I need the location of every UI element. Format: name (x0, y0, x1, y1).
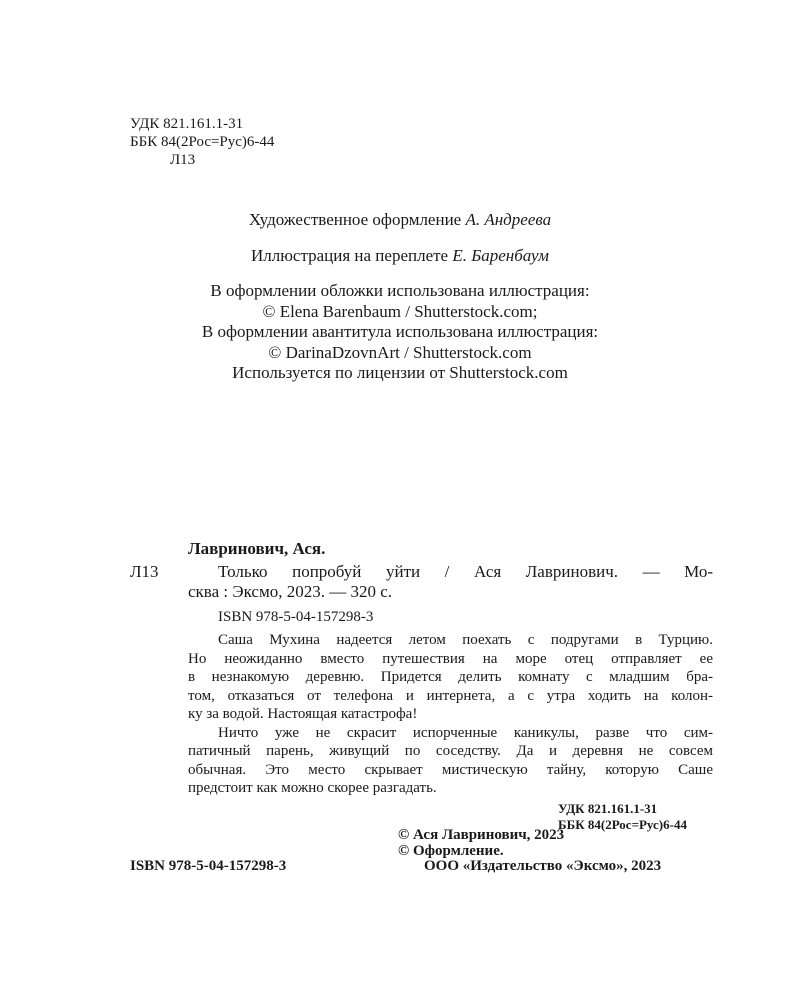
annotation-line: предстоит как можно скорее разгадать. (188, 780, 437, 796)
annotation-line: том, отказаться от телефона и интернета, а с утра ходить на колон- (188, 687, 713, 704)
card-bbk: ББК 84(2Рос=Рус)6-44 (558, 817, 687, 832)
copyright-publisher: ООО «Издательство «Эксмо», 2023 (424, 858, 662, 874)
cover-credit-line-4: © DarinaDzovnArt / Shutterstock.com (268, 343, 532, 362)
cover-credit-line-5: Используется по лицензии от Shutterstock.com (232, 363, 568, 382)
footer-isbn: ISBN 978-5-04-157298-3 (130, 858, 287, 874)
card-author-sign: Л13 (130, 562, 159, 581)
udk-code: УДК 821.161.1-31 (130, 116, 244, 132)
card-annotation (188, 631, 713, 798)
card-udk: УДК 821.161.1-31 (558, 801, 658, 816)
design-credit (0, 210, 800, 230)
bbk-code: ББК 84(2Рос=Рус)6-44 (130, 134, 275, 150)
annotation-line: обычная. Это место скрывает мистическую тайну, которую Саше (188, 761, 713, 778)
annotation-line: патичный парень, живущий по соседству. Да и деревня не совсем (188, 743, 713, 759)
cover-credit-line-2: © Elena Barenbaum / Shutterstock.com; (262, 302, 538, 321)
copyright-author: © Ася Лавринович, 2023 (398, 827, 565, 843)
cover-credit-line-3: В оформлении авантитула использована иллюстрация: (201, 322, 599, 341)
annotation-line: ку за водой. Настоящая катастрофа! (188, 706, 418, 722)
illustration-credit (0, 246, 800, 266)
annotation-line: в незнакомую деревню. Придется делить комнату с младшим бра- (188, 669, 713, 685)
card-isbn: ISBN 978-5-04-157298-3 (218, 609, 374, 625)
card-author-heading: Лавринович, Ася. (188, 539, 326, 558)
illustration-credit-name: Е. Баренбаум (452, 246, 550, 265)
annotation-line: Саша Мухина надеется летом поехать с подругами в Турцию. (218, 632, 713, 648)
cover-credit-line-1: В оформлении обложки использована иллюстрация: (210, 281, 590, 300)
annotation-line: Но неожиданно вместо путешествия на море отец отправляет ее (188, 650, 713, 667)
annotation-line: Ничто уже не скрасит испорченные каникулы, разве что сим- (218, 724, 713, 741)
card-title-line-2: сква : Эксмо, 2023. — 320 с. (188, 582, 393, 601)
card-title-line-1: Только попробуй уйти / Ася Лавринович. — Мо- (218, 562, 713, 581)
design-credit-name: А. Андреева (465, 210, 552, 229)
copyright-design: © Оформление. (398, 843, 504, 859)
design-credit-label: Художественное оформление (248, 210, 462, 229)
author-sign: Л13 (170, 152, 196, 168)
illustration-credit-label: Иллюстрация на переплете (250, 246, 449, 265)
